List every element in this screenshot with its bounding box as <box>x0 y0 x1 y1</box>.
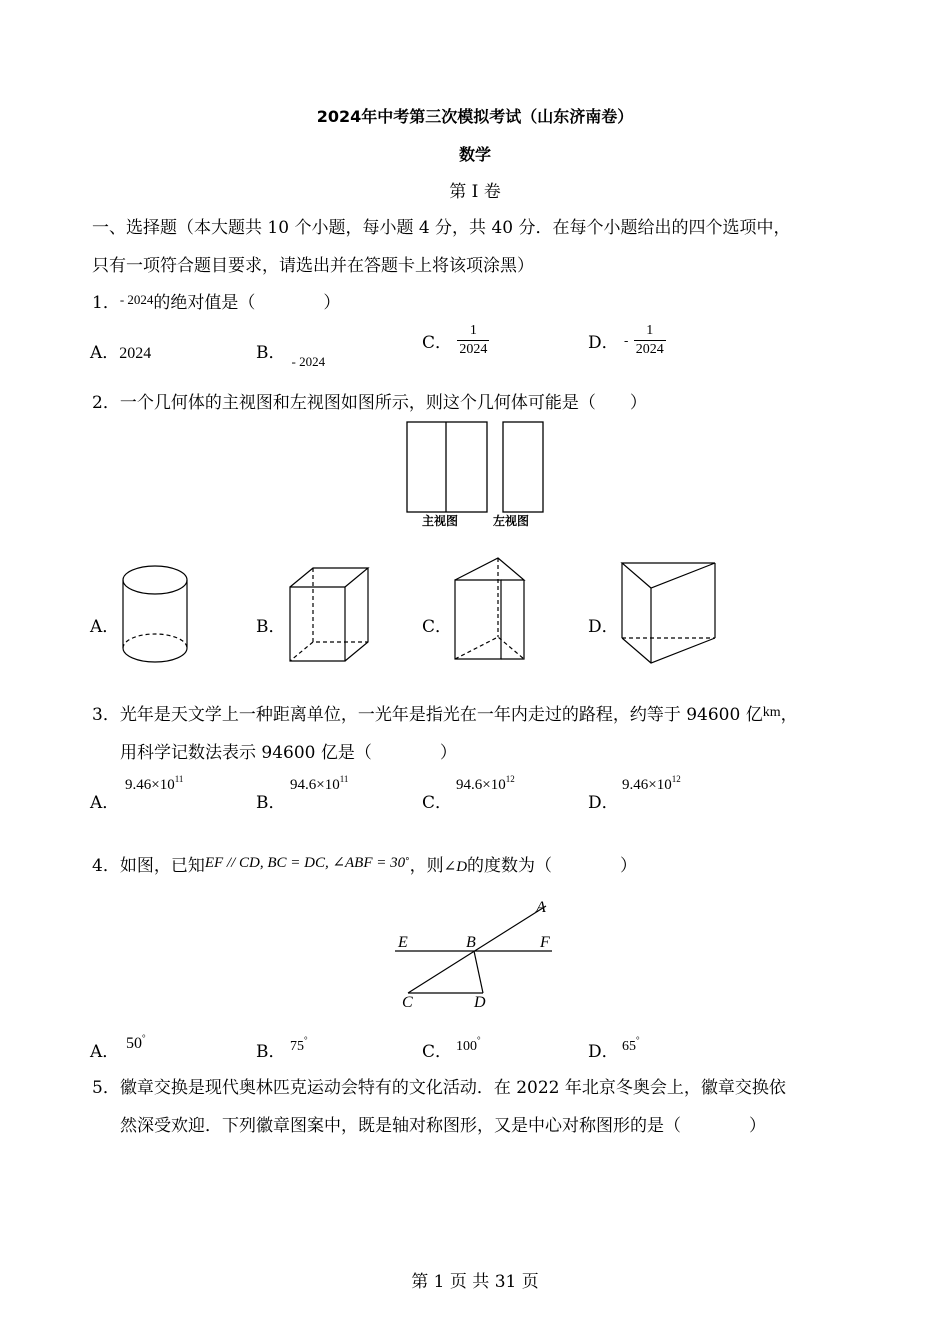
q2-views-figure <box>400 418 550 533</box>
q3-line1 <box>92 700 798 725</box>
prism-c-top <box>455 558 524 580</box>
section-intro-line1: 一、选择题（本大题共 10 个小题，每小题 4 分，共 40 分．在每个小题给出的四个选项中， <box>92 218 791 238</box>
q3-line1-text: 光年是天文学上一种距离单位，一光年是指光在一年内走过的路程，约等于 94600 亿 <box>119 705 763 725</box>
q1-option-c-label: C． <box>422 333 453 353</box>
q2-stem <box>92 388 647 413</box>
q4-angle: ∠D <box>443 859 468 875</box>
prism-c-front <box>455 580 501 659</box>
q4-number: 4． <box>92 856 120 876</box>
prism-d-figure <box>615 558 725 668</box>
q4-degree: ° <box>405 857 410 867</box>
point-e-label: E <box>398 934 408 951</box>
q1-option-d-sign: - <box>624 332 629 348</box>
q3-option-b-value: $94.6\times 10^{11}$ <box>290 774 349 793</box>
q2-number: 2． <box>92 393 120 413</box>
point-a-label: A <box>536 899 546 916</box>
q2-option-d-label: D． <box>588 617 619 637</box>
q4-option-d-value: 65° <box>622 1035 640 1054</box>
q5-number: 5． <box>92 1078 120 1098</box>
q4-option-c-value: 100° <box>456 1035 481 1054</box>
exam-title: 2024年中考第三次模拟考试（山东济南卷） <box>316 107 634 126</box>
q1-option-d-numerator: 1 <box>634 322 666 341</box>
q3-option-a-value: $9.46\times 10^{11}$ <box>125 774 184 793</box>
q3-unit: km <box>762 705 781 720</box>
q1-option-c-numerator: 1 <box>457 322 489 341</box>
q2-option-a-label: A． <box>90 617 120 637</box>
section-intro-line2: 只有一项符合题目要求，请选出并在答题卡上将该项涂黑） <box>92 256 534 276</box>
prism-d-base-front <box>622 638 715 663</box>
q1-option-d-label: D． <box>588 333 619 353</box>
cuboid-hidden-diagonal <box>290 642 313 661</box>
q1-expression: - 2024 <box>119 292 154 307</box>
prism-d-top <box>622 563 715 588</box>
q3-option-c-label: C． <box>422 793 453 813</box>
cylinder-top <box>123 566 187 594</box>
q3-line2: 用科学记数法表示 94600 亿是（ ） <box>120 743 457 763</box>
point-d-label: D <box>474 994 486 1011</box>
q4-option-d-label: D． <box>588 1042 619 1062</box>
volume-title: 第 I 卷 <box>449 182 501 202</box>
cuboid-figure <box>285 565 375 665</box>
q3-option-d-value: $9.46\times 10^{12}$ <box>622 774 681 793</box>
q4-option-b-label: B． <box>256 1042 286 1062</box>
cylinder-bottom-front <box>123 648 187 662</box>
q4-option-a-value: 50° <box>126 1033 146 1052</box>
q4-pre: 如图，已知 <box>119 856 205 876</box>
q4-option-a-label: A． <box>90 1042 120 1062</box>
cuboid-top <box>290 568 368 587</box>
left-view-label: 左视图 <box>493 514 530 528</box>
subject-title: 数学 <box>458 145 491 164</box>
cuboid-front <box>290 587 345 661</box>
q1-option-b <box>256 338 326 369</box>
front-view-outline <box>407 422 487 512</box>
q3-option-d-label: D． <box>588 793 619 813</box>
left-view-outline <box>503 422 543 512</box>
point-b-label: B <box>466 934 476 951</box>
q1-option-a-value: 2024 <box>119 345 152 362</box>
line-ca <box>408 906 546 993</box>
q1-option-a <box>90 338 151 363</box>
q5-line1-text: 徽章交换是现代奥林匹克运动会特有的文化活动．在 2022 年北京冬奥会上，徽章交换依 <box>119 1078 786 1098</box>
q4-option-b-value: 75° <box>290 1035 308 1054</box>
q3-option-a-label: A． <box>90 793 120 813</box>
q4-post: 的度数为（ ） <box>467 856 638 876</box>
q4-stem <box>92 851 637 876</box>
q5-line1 <box>92 1073 786 1098</box>
q1-number: 1． <box>92 293 120 313</box>
q1-option-d <box>588 322 666 359</box>
page-footer: 第 1 页 共 31 页 <box>411 1272 539 1292</box>
q1-option-b-label: B． <box>256 343 286 363</box>
q4-geometry-figure <box>390 890 565 1015</box>
segment-bd <box>474 951 483 993</box>
q5-line2: 然深受欢迎．下列徽章图案中，既是轴对称图形，又是中心对称图形的是（ ） <box>120 1116 766 1136</box>
cuboid-side <box>345 568 368 661</box>
prism-c-side <box>501 580 524 659</box>
q1-option-b-value: - 2024 <box>291 354 326 369</box>
q3-option-b-label: B． <box>256 793 286 813</box>
cylinder-bottom-back <box>123 634 187 648</box>
point-c-label: C <box>402 994 413 1011</box>
q3-option-c-value: $94.6\times 10^{12}$ <box>456 774 515 793</box>
q2-stem-text: 一个几何体的主视图和左视图如图所示，则这个几何体可能是（ ） <box>119 393 647 413</box>
q1-option-d-denominator: 2024 <box>635 342 664 357</box>
q4-mid: ，则 <box>409 856 444 876</box>
prism-c-hidden-base <box>455 637 524 659</box>
q1-option-c-fraction <box>457 322 489 359</box>
q2-option-c-label: C． <box>422 617 453 637</box>
cylinder-figure <box>120 560 200 670</box>
prism-c-figure <box>450 555 530 665</box>
q1-stem-text: 的绝对值是（ ） <box>153 293 341 313</box>
q4-condition: EF // CD, BC = DC, ∠ABF = 30 <box>204 855 406 871</box>
point-f-label: F <box>540 934 550 951</box>
q2-option-b-label: B． <box>256 617 286 637</box>
q1-option-c-denominator: 2024 <box>459 342 488 357</box>
front-view-label: 主视图 <box>422 514 459 528</box>
cuboid-hidden-edges <box>313 568 368 642</box>
q1-stem <box>92 288 340 313</box>
q1-option-c <box>422 322 489 359</box>
q3-line1-end: ， <box>780 705 798 725</box>
q3-number: 3． <box>92 705 120 725</box>
q4-option-c-label: C． <box>422 1042 453 1062</box>
q1-option-a-label: A． <box>90 343 120 363</box>
q1-option-d-fraction <box>634 322 666 359</box>
